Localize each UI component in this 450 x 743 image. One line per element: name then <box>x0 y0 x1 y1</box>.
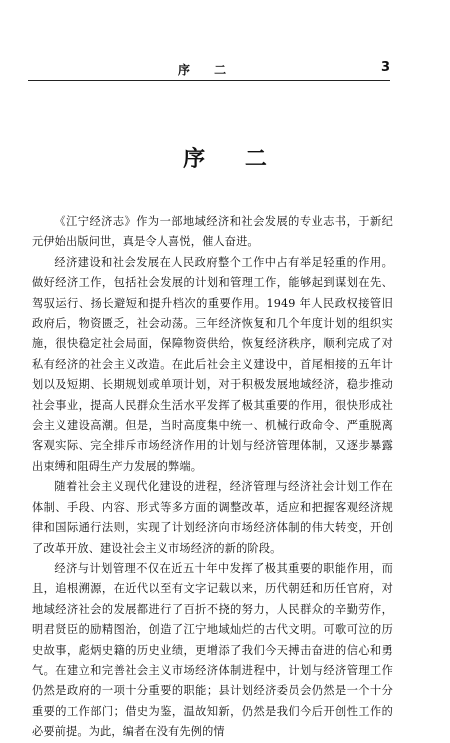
paragraph: 随着社会主义现代化建设的进程，经济管理与经济社会计划工作在体制、手段、内容、形式等多方面的调整改革，适应和把握客观经济规律和国际通行法则，实现了计划经济向市场经济体制的伟大转变，开创了改革开放、建设社会主义市场经济的新的阶段。 <box>32 480 393 555</box>
paragraph: 经济建设和社会发展在人民政府整个工作中占有举足轻重的作用。做好经济工作，包括社会发展的计划和管理工作，能够起到谋划在先、驾驭运行、扬长避短和提升档次的重要作用。1949 年人民政权接管旧政府后，物资匮乏，社会动荡。三年经济恢复和几个年度计划的组织实施，很快稳定社会局面，保障物资供给，恢复经济秩序，顺利完成了对私有经济的社会主义改造。在此后社会主义建设中，首尾相接的五年计划以及短期、长期规划或单项计划，对于积极发展地域经济，稳步推动社会事业，提高人民群众生活水平发挥了极其重要的作用，很快形成社会主义建设高潮。但是，当时高度集中统一、机械行政命令、严重脱离客观实际、完全排斥市场经济作用的计划与经济管理体制，又逐步暴露出束缚和阻碍生产力发展的弊端。 <box>32 255 393 473</box>
running-header <box>28 58 390 81</box>
page-number: 3 <box>380 60 390 75</box>
body-text <box>32 212 393 743</box>
paragraph: 《江宁经济志》作为一部地域经济和社会发展的专业志书，于新纪元伊始出版问世，真是令人喜悦，催人奋进。 <box>32 215 393 249</box>
chapter-title: 序 二 <box>183 147 283 172</box>
paragraph: 经济与计划管理不仅在近五十年中发挥了极其重要的职能作用，而且，追根溯源，在近代以至有文字记载以来，历代朝廷和历任官府，对地域经济社会的发展都进行了百折不挠的努力，人民群众的辛勤劳作，明君贤臣的励精图治，创造了江宁地域灿烂的古代文明。可歌可泣的历史故事，彪炳史籍的历史业绩，更增添了我们今天搏击奋进的信心和勇气。在建立和完善社会主义市场经济体制进程中，计划与经济管理工作仍然是政府的一项十分重要的职能；县计划经济委员会仍然是一个十分重要的工作部门；借史为鉴，温故知新，仍然是我们今后开创性工作的必要前提。为此，编者在没有先例的情 <box>32 561 393 739</box>
running-header-title: 序 二 <box>178 63 237 77</box>
